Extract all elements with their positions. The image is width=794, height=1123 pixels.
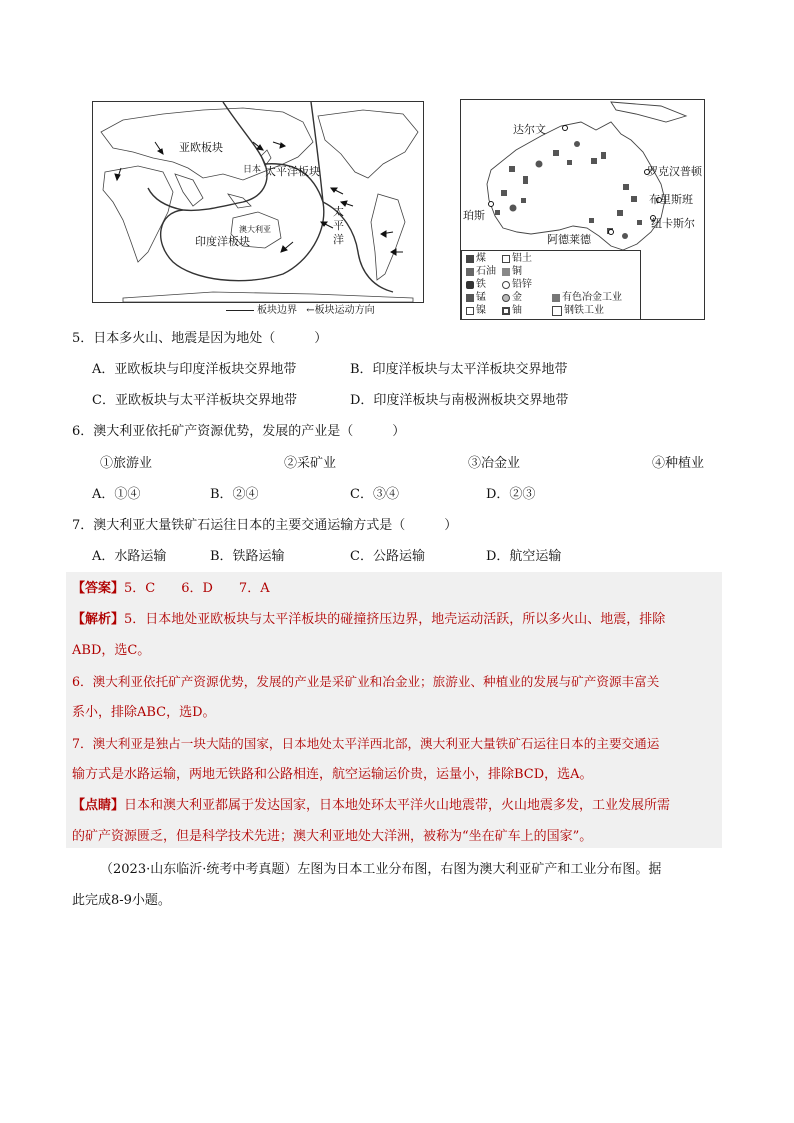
legend-steel: 钢铁工业 <box>564 305 604 316</box>
q5-option-d: D．印度洋板块与南极洲板块交界地带 <box>350 393 569 408</box>
analysis-line-5a <box>72 611 665 629</box>
answer-tag: 【答案】 <box>72 581 125 596</box>
label-eurasian-plate: 亚欧板块 <box>179 141 223 154</box>
q7-option-c: C．公路运输 <box>350 549 425 564</box>
copper-icon <box>502 268 510 276</box>
city-darwin: 达尔文 <box>513 123 546 136</box>
city-newcastle: 纽卡斯尔 <box>651 217 695 230</box>
manganese-icon <box>466 294 474 302</box>
city-rockhampton: 罗克汉普顿 <box>647 165 702 178</box>
legend-iron: 铁 <box>476 279 486 290</box>
label-pacific-ocean-3: 洋 <box>333 233 344 246</box>
gold-icon <box>502 294 510 302</box>
steel-industry-icon <box>552 306 562 316</box>
analysis-q6-1: 6．澳大利亚依托矿产资源优势，发展的产业是采矿业和冶金业；旅游业、种植业的发展与矿产资源丰富关 <box>72 674 660 689</box>
comment-text-1: 日本和澳大利亚都属于发达国家，日本地处环太平洋火山地震带，火山地震多发，工业发展所需 <box>124 798 671 813</box>
uranium-icon <box>502 307 510 315</box>
q7-option-a: A．水路运输 <box>92 549 167 564</box>
legend-leadzinc: 铅锌 <box>512 279 532 290</box>
legend-nickel: 镍 <box>476 305 486 316</box>
legend-coal: 煤 <box>476 253 486 264</box>
plate-map <box>92 101 424 303</box>
legend-gold: 金 <box>512 292 522 303</box>
q6-item-2: ②采矿业 <box>284 456 337 471</box>
leadzinc-icon <box>502 281 510 289</box>
analysis-tag: 【解析】 <box>72 612 125 627</box>
label-australia: 澳大利亚 <box>239 225 271 234</box>
q6-item-3: ③冶金业 <box>468 456 521 471</box>
city-brisbane: 布里斯班 <box>649 193 693 206</box>
arrow-left-icon: ← <box>306 305 315 316</box>
q5-option-b: B．印度洋板块与太平洋板块交界地带 <box>350 362 568 377</box>
nonferrous-metallurgy-icon <box>552 294 560 302</box>
iron-icon <box>466 281 474 289</box>
q5-option-a: A．亚欧板块与印度洋板块交界地带 <box>92 362 297 377</box>
legend-manganese: 锰 <box>476 292 486 303</box>
analysis-q5-2: ABD，选C。 <box>72 643 151 658</box>
analysis-q7-2: 输方式是水路运输，两地无铁路和公路相连，航空运输运价贵，运量小，排除BCD，选A。 <box>72 767 593 782</box>
q6-option-d: D．②③ <box>486 487 536 502</box>
city-perth: 珀斯 <box>463 209 485 222</box>
answer-line <box>72 580 270 598</box>
plate-map-legend <box>226 304 375 317</box>
next-intro-line-2: 此完成8-9小题。 <box>72 893 171 908</box>
label-indian-plate: 印度洋板块 <box>195 235 250 248</box>
label-pacific-ocean-2: 平 <box>333 219 344 232</box>
label-pacific-plate: 太平洋板块 <box>265 165 320 178</box>
q6-option-b: B．②④ <box>210 487 259 502</box>
next-intro-line-1: （2023·山东临沂·统考中考真题）左图为日本工业分布图，右图为澳大利亚矿产和工业分布图。据 <box>100 862 662 877</box>
q6-option-c: C．③④ <box>350 487 399 502</box>
q7-option-b: B．铁路运输 <box>210 549 285 564</box>
analysis-q6-2: 系小，排除ABC，选D。 <box>72 705 216 720</box>
nickel-icon <box>466 307 474 315</box>
oil-icon <box>466 268 474 276</box>
legend-movement: 板块运动方向 <box>314 305 375 316</box>
plate-map-drawing <box>93 102 423 302</box>
legend-uranium: 铀 <box>512 305 522 316</box>
legend-copper: 铜 <box>512 266 522 277</box>
answer-text: 5．C 6．D 7．A <box>124 581 270 596</box>
legend-bauxite: 铝土 <box>512 253 532 264</box>
q6-item-1: ①旅游业 <box>100 456 153 471</box>
q6-item-4: ④种植业 <box>652 456 705 471</box>
comment-text-2: 的矿产资源匮乏，但是科学技术先进；澳大利亚地处大洋洲，被称为“坐在矿车上的国家”。 <box>72 829 593 844</box>
label-pacific-ocean-1: 太 <box>333 205 344 218</box>
analysis-q5-1: 5．日本地处亚欧板块与太平洋板块的碰撞挤压边界，地壳运动活跃，所以多火山、地震，排除 <box>124 612 666 627</box>
city-adelaide: 阿德莱德 <box>547 233 591 246</box>
coal-icon <box>466 255 474 263</box>
comment-tag: 【点睛】 <box>72 798 125 813</box>
australia-map-legend <box>461 250 641 320</box>
bauxite-icon <box>502 255 510 263</box>
comment-line-1 <box>72 797 670 815</box>
legend-oil: 石油 <box>476 266 496 277</box>
legend-boundary: 板块边界 <box>257 305 297 316</box>
q6-stem: 6．澳大利亚依托矿产资源优势，发展的产业是（ ） <box>72 424 406 439</box>
boundary-line-icon <box>226 310 254 311</box>
analysis-q7-1: 7．澳大利亚是独占一块大陆的国家，日本地处太平洋西北部，澳大利亚大量铁矿石运往日本的主要交通运 <box>72 736 660 751</box>
q6-option-a: A．①④ <box>92 487 141 502</box>
q5-stem: 5．日本多火山、地震是因为地处（ ） <box>72 331 328 346</box>
q7-option-d: D．航空运输 <box>486 549 562 564</box>
q5-option-c: C．亚欧板块与太平洋板块交界地带 <box>92 393 297 408</box>
label-japan: 日本 <box>243 165 262 175</box>
legend-nonferrous: 有色冶金工业 <box>562 292 622 303</box>
q7-stem: 7．澳大利亚大量铁矿石运往日本的主要交通运输方式是（ ） <box>72 518 458 533</box>
australia-map <box>460 99 705 320</box>
